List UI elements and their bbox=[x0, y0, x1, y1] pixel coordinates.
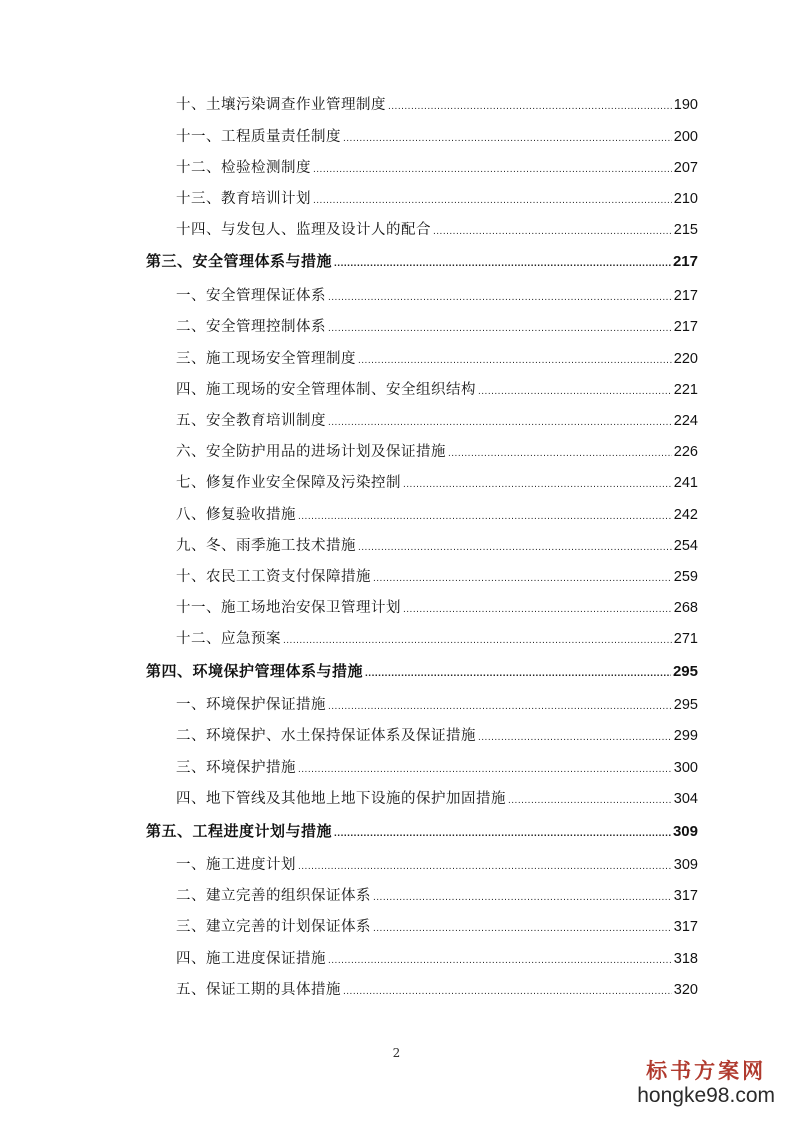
toc-entry[interactable] bbox=[176, 854, 698, 876]
toc-dot-leader bbox=[358, 350, 672, 372]
toc-dot-leader bbox=[448, 443, 672, 465]
toc-entry-page: 207 bbox=[673, 160, 698, 176]
toc-entry-page: 241 bbox=[673, 475, 698, 491]
toc-entry-page: 259 bbox=[673, 569, 698, 585]
toc-entry[interactable] bbox=[176, 628, 698, 650]
toc-entry-page: 242 bbox=[673, 507, 698, 523]
toc-entry[interactable] bbox=[176, 916, 698, 938]
toc-entry-page: 215 bbox=[673, 222, 698, 238]
toc-entry-title: 九、冬、雨季施工技术措施 bbox=[176, 538, 356, 554]
toc-entry[interactable] bbox=[176, 504, 698, 526]
toc-entry-title: 七、修复作业安全保障及污染控制 bbox=[176, 475, 401, 491]
toc-dot-leader bbox=[358, 537, 672, 559]
toc-entry-page: 304 bbox=[673, 791, 698, 807]
toc-entry[interactable] bbox=[176, 885, 698, 907]
toc-dot-leader bbox=[508, 790, 672, 812]
watermark-name: 标书方案网 bbox=[646, 1059, 767, 1083]
toc-dot-leader bbox=[298, 759, 672, 781]
toc-dot-leader bbox=[328, 287, 672, 309]
toc-entry-page: 268 bbox=[673, 600, 698, 616]
toc-entry[interactable] bbox=[176, 597, 698, 619]
toc-entry-title: 八、修复验收措施 bbox=[176, 507, 296, 523]
toc-entry-title: 二、安全管理控制体系 bbox=[176, 319, 326, 335]
toc-dot-leader bbox=[343, 128, 672, 150]
toc-entry-page: 217 bbox=[673, 319, 698, 335]
toc-entry-title: 十、农民工工资支付保障措施 bbox=[176, 569, 371, 585]
toc-entry-page: 221 bbox=[673, 382, 698, 398]
toc-dot-leader bbox=[373, 568, 672, 590]
toc-entry[interactable] bbox=[176, 219, 698, 241]
toc-entry[interactable] bbox=[176, 757, 698, 779]
toc-dot-leader bbox=[388, 96, 672, 118]
toc-entry-page: 271 bbox=[673, 631, 698, 647]
toc-entry[interactable] bbox=[176, 788, 698, 810]
toc-dot-leader bbox=[298, 506, 672, 528]
toc-entry-title: 四、施工进度保证措施 bbox=[176, 951, 326, 967]
toc-entry-title: 四、地下管线及其他地上地下设施的保护加固措施 bbox=[176, 791, 506, 807]
toc-dot-leader bbox=[478, 381, 672, 403]
toc-entry-page: 320 bbox=[673, 982, 698, 998]
toc-entry-page: 295 bbox=[672, 663, 698, 680]
toc-entry[interactable] bbox=[176, 126, 698, 148]
toc-entry[interactable] bbox=[176, 566, 698, 588]
toc-entry-title: 二、环境保护、水土保持保证体系及保证措施 bbox=[176, 728, 476, 744]
toc-entry-title: 三、施工现场安全管理制度 bbox=[176, 351, 356, 367]
toc-entry-title: 十二、应急预案 bbox=[176, 631, 281, 647]
toc-entry[interactable] bbox=[176, 410, 698, 432]
toc-entry[interactable] bbox=[176, 348, 698, 370]
toc-entry[interactable] bbox=[176, 441, 698, 463]
page-number: 2 bbox=[392, 1046, 401, 1060]
toc-entry-title: 十二、检验检测制度 bbox=[176, 160, 311, 176]
toc-entry[interactable] bbox=[176, 188, 698, 210]
toc-entry-title: 第三、安全管理体系与措施 bbox=[146, 252, 333, 270]
toc-dot-leader bbox=[328, 696, 672, 718]
toc-entry[interactable] bbox=[176, 379, 698, 401]
toc-section-heading[interactable] bbox=[146, 660, 698, 682]
toc-entry-title: 一、安全管理保证体系 bbox=[176, 288, 326, 304]
toc-dot-leader bbox=[478, 727, 672, 749]
toc-entry-page: 226 bbox=[673, 444, 698, 460]
toc-entry-page: 317 bbox=[673, 888, 698, 904]
toc-dot-leader bbox=[373, 918, 672, 940]
toc-entry-title: 一、环境保护保证措施 bbox=[176, 697, 326, 713]
toc-entry-page: 317 bbox=[673, 919, 698, 935]
toc-dot-leader bbox=[433, 221, 672, 243]
toc-entry-page: 254 bbox=[673, 538, 698, 554]
toc-dot-leader bbox=[343, 981, 672, 1003]
toc-entry-page: 217 bbox=[673, 288, 698, 304]
toc-entry-page: 299 bbox=[673, 728, 698, 744]
toc-dot-leader bbox=[298, 856, 672, 878]
toc-section-heading[interactable] bbox=[146, 820, 698, 842]
toc-entry[interactable] bbox=[176, 535, 698, 557]
toc-entry-page: 224 bbox=[673, 413, 698, 429]
toc-dot-leader bbox=[403, 474, 672, 496]
toc-entry[interactable] bbox=[176, 979, 698, 1001]
toc-entry[interactable] bbox=[176, 472, 698, 494]
toc-dot-leader bbox=[334, 253, 671, 275]
toc-entry-page: 200 bbox=[673, 129, 698, 145]
toc-entry-title: 五、安全教育培训制度 bbox=[176, 413, 326, 429]
toc-section-heading[interactable] bbox=[146, 250, 698, 272]
toc-dot-leader bbox=[403, 599, 672, 621]
toc-entry-title: 三、建立完善的计划保证体系 bbox=[176, 919, 371, 935]
toc-entry[interactable] bbox=[176, 725, 698, 747]
toc-entry[interactable] bbox=[176, 94, 698, 116]
watermark-url: hongke98.com bbox=[637, 1084, 775, 1107]
toc-dot-leader bbox=[313, 190, 672, 212]
toc-entry[interactable] bbox=[176, 316, 698, 338]
toc-dot-leader bbox=[313, 159, 672, 181]
toc-entry-page: 217 bbox=[672, 253, 698, 270]
toc-entry-title: 二、建立完善的组织保证体系 bbox=[176, 888, 371, 904]
toc-dot-leader bbox=[328, 412, 672, 434]
toc-entry-page: 309 bbox=[673, 857, 698, 873]
toc-entry-page: 318 bbox=[673, 951, 698, 967]
toc-entry[interactable] bbox=[176, 948, 698, 970]
toc-dot-leader bbox=[365, 663, 671, 685]
site-watermark bbox=[637, 1058, 775, 1108]
toc-dot-leader bbox=[328, 318, 672, 340]
toc-entry-title: 十一、工程质量责任制度 bbox=[176, 129, 341, 145]
toc-entry[interactable] bbox=[176, 285, 698, 307]
toc-entry-title: 四、施工现场的安全管理体制、安全组织结构 bbox=[176, 382, 476, 398]
toc-entry[interactable] bbox=[176, 157, 698, 179]
toc-entry-page: 210 bbox=[673, 191, 698, 207]
toc-entry-title: 五、保证工期的具体措施 bbox=[176, 982, 341, 998]
toc-entry-page: 295 bbox=[673, 697, 698, 713]
toc-entry-title: 第五、工程进度计划与措施 bbox=[146, 822, 333, 840]
toc-dot-leader bbox=[283, 630, 672, 652]
toc-entry-title: 第四、环境保护管理体系与措施 bbox=[146, 662, 364, 680]
toc-dot-leader bbox=[373, 887, 672, 909]
toc-entry-page: 309 bbox=[672, 823, 698, 840]
toc-entry-title: 十四、与发包人、监理及设计人的配合 bbox=[176, 222, 431, 238]
toc-entry-title: 六、安全防护用品的进场计划及保证措施 bbox=[176, 444, 446, 460]
toc-entry-page: 300 bbox=[673, 760, 698, 776]
toc-entry-page: 190 bbox=[673, 97, 698, 113]
toc-entry-page: 220 bbox=[673, 351, 698, 367]
toc-entry-title: 三、环境保护措施 bbox=[176, 760, 296, 776]
toc-entry-title: 十、土壤污染调查作业管理制度 bbox=[176, 97, 386, 113]
toc-entry-title: 十三、教育培训计划 bbox=[176, 191, 311, 207]
toc-dot-leader bbox=[328, 950, 672, 972]
toc-entry[interactable] bbox=[176, 694, 698, 716]
toc-entry-title: 一、施工进度计划 bbox=[176, 857, 296, 873]
toc-entry-title: 十一、施工场地治安保卫管理计划 bbox=[176, 600, 401, 616]
toc-dot-leader bbox=[334, 823, 671, 845]
